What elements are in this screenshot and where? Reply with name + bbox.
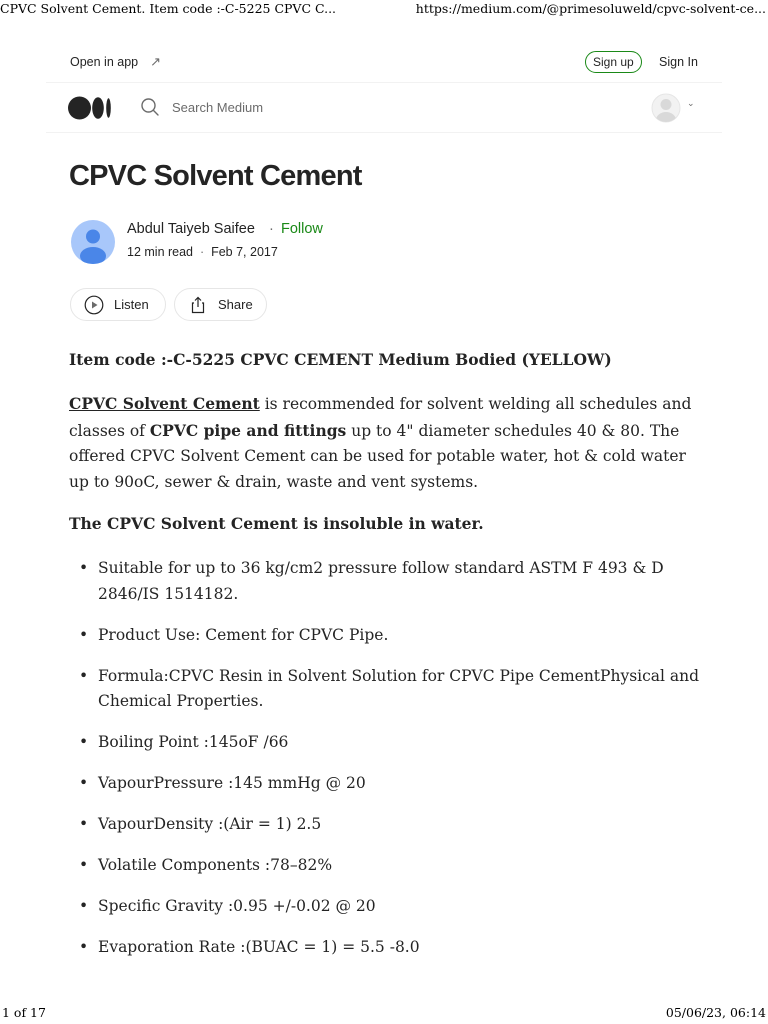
meta-separator-dot: · (199, 245, 205, 259)
article-title: CPVC Solvent Cement (69, 160, 362, 192)
intro-text-2: up to 4" diameter schedules 40 & 80. The offered CPVC Solvent Cement can be used for potable water, hot & cold water up to 90oC, sewer & drain, waste and vent systems. (69, 421, 686, 491)
search-icon[interactable] (140, 97, 160, 117)
cpvc-solvent-cement-link[interactable]: CPVC Solvent Cement (69, 394, 260, 413)
user-avatar-icon[interactable] (651, 93, 681, 123)
open-in-app-label: Open in app (70, 55, 139, 69)
intro-bold-text: CPVC pipe and fittings (149, 420, 347, 440)
chevron-down-icon[interactable]: ⌄ (687, 98, 695, 108)
intro-paragraph (69, 391, 709, 495)
intro-text-1: is recommended for solvent welding all schedules and classes of (69, 395, 692, 440)
publish-date: Feb 7, 2017 (211, 245, 278, 259)
list-item: • VapourDensity :(Air = 1) 2.5 (79, 812, 709, 838)
arrow-up-right-icon: ↗ (150, 54, 162, 69)
follow-button[interactable]: Follow (281, 221, 323, 237)
navigation-bar (46, 83, 722, 133)
author-avatar[interactable] (71, 220, 115, 264)
list-item: • Suitable for up to 36 kg/cm2 pressure follow standard ASTM F 493 & D 2846/IS 1514182. (79, 556, 709, 607)
article-meta (127, 245, 278, 259)
print-header (0, 0, 768, 18)
print-page-title: CPVC Solvent Cement. Item code :-C-5225 CPVC C... (0, 1, 337, 16)
list-item: • Boiling Point :145oF /66 (79, 730, 709, 756)
print-page-number: 1 of 17 (2, 1005, 46, 1020)
separator-dot: · (269, 221, 274, 237)
list-item: • Volatile Components :78–82% (79, 853, 709, 879)
share-icon (188, 295, 208, 315)
share-button[interactable] (174, 288, 267, 321)
list-item: • Formula:CPVC Resin in Solvent Solution for CPVC Pipe CementPhysical and Chemical Properties. (79, 664, 709, 715)
print-footer (0, 1002, 768, 1024)
author-name[interactable]: Abdul Taiyeb Saifee (127, 221, 255, 237)
list-item: • Product Use: Cement for CPVC Pipe. (79, 623, 709, 649)
print-page-url: https://medium.com/@primesoluweld/cpvc-solvent-ce... (415, 1, 766, 16)
insoluble-note: The CPVC Solvent Cement is insoluble in water. (69, 514, 484, 533)
open-in-app-link[interactable] (70, 54, 161, 70)
listen-button[interactable] (70, 288, 166, 321)
play-circle-icon (84, 295, 104, 315)
sign-up-button[interactable]: Sign up (585, 51, 642, 73)
share-label: Share (218, 297, 253, 312)
listen-label: Listen (114, 297, 149, 312)
medium-logo-icon[interactable] (68, 96, 112, 120)
sign-in-link[interactable]: Sign In (659, 55, 698, 69)
print-datetime: 05/06/23, 06:14 (665, 1005, 766, 1020)
search-input[interactable] (168, 95, 376, 119)
list-item: • VapourPressure :145 mmHg @ 20 (79, 771, 709, 797)
read-time: 12 min read (127, 245, 194, 259)
top-bar (46, 44, 722, 83)
list-item: • Evaporation Rate :(BUAC = 1) = 5.5 -8.0 (79, 935, 709, 961)
list-item: • Specific Gravity :0.95 +/-0.02 @ 20 (79, 894, 709, 920)
properties-list (79, 556, 709, 976)
item-code-heading: Item code :-C-5225 CPVC CEMENT Medium Bodied (YELLOW) (69, 350, 612, 369)
